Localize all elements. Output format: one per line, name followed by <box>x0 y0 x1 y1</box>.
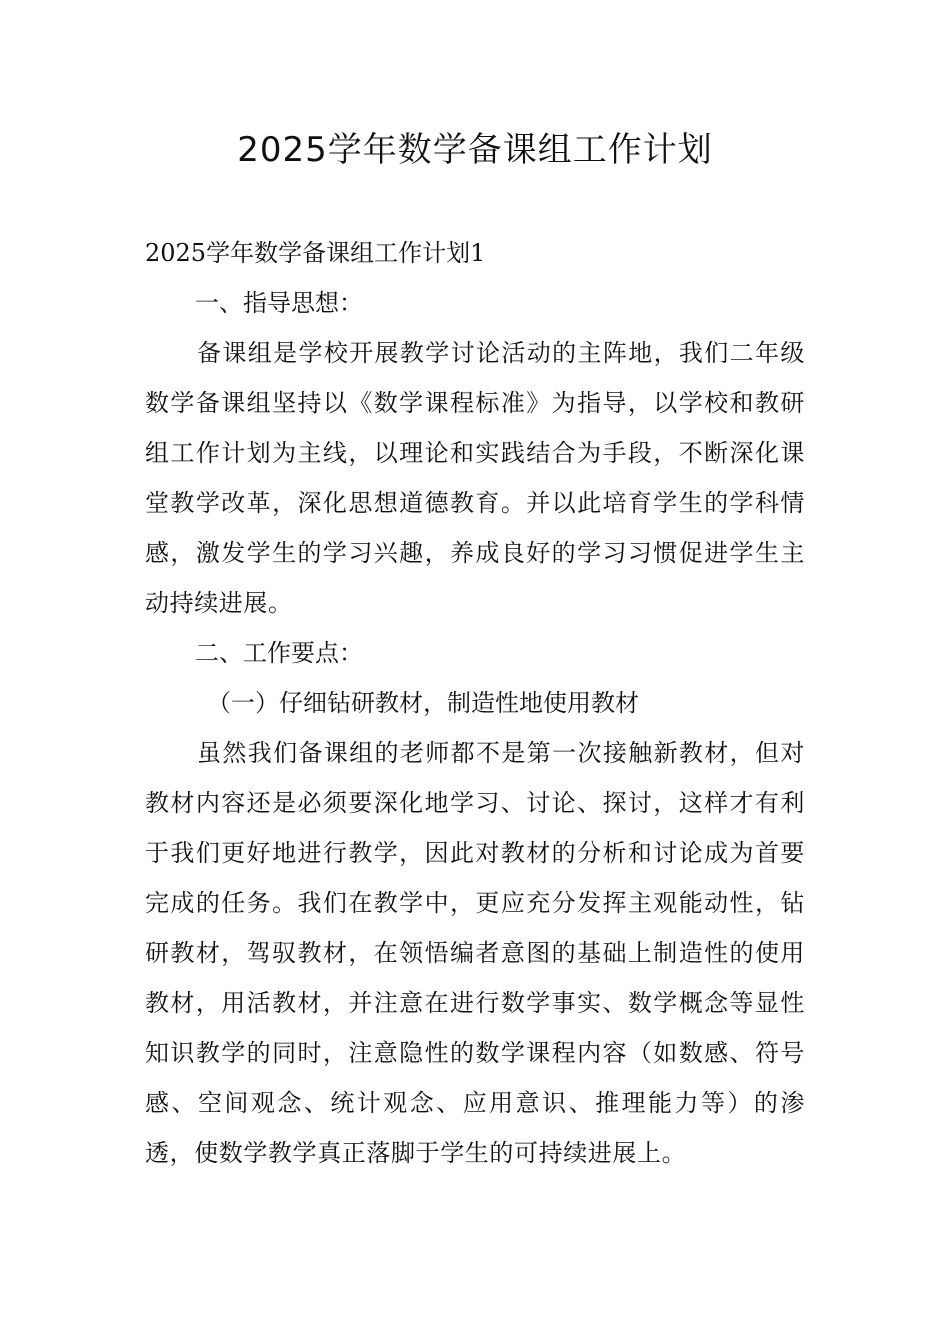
plan-subtitle: 2025学年数学备课组工作计划1 <box>145 239 486 267</box>
document-title: 2025学年数学备课组工作计划 <box>237 130 713 170</box>
section-paragraph-guiding-ideology: 备课组是学校开展教学讨论活动的主阵地，我们二年级数学备课组坚持以《数学课程标准》为指导，以学校和教研组工作计划为主线，以理论和实践结合为手段，不断深化课堂教学改革，深化思想道德教育。并以此培育学生的学科情感，激发学生的学习兴趣，养成良好的学习习惯促进学生主动持续进展。 <box>145 339 805 617</box>
subsection-paragraph-study-textbook: 虽然我们备课组的老师都不是第一次接触新教材，但对教材内容还是必须要深化地学习、讨论、探讨，这样才有利于我们更好地进行教学，因此对教材的分析和讨论成为首要完成的任务。我们在教学中，更应充分发挥主观能动性，钻研教材，驾驭教材，在领悟编者意图的基础上制造性的使用教材，用活教材，并注意在进行数学事实、数学概念等显性知识教学的同时，注意隐性的数学课程内容（如数感、符号感、空间观念、统计观念、应用意识、推理能力等）的渗透，使数学教学真正落脚于学生的可持续进展上。 <box>145 739 805 1167</box>
section-heading-work-points: 二、工作要点： <box>195 639 363 667</box>
subsection-heading-study-textbook: （一）仔细钻研教材，制造性地使用教材 <box>207 689 639 717</box>
document-body <box>145 228 805 1178</box>
section-heading-guiding-ideology: 一、指导思想： <box>195 289 363 317</box>
